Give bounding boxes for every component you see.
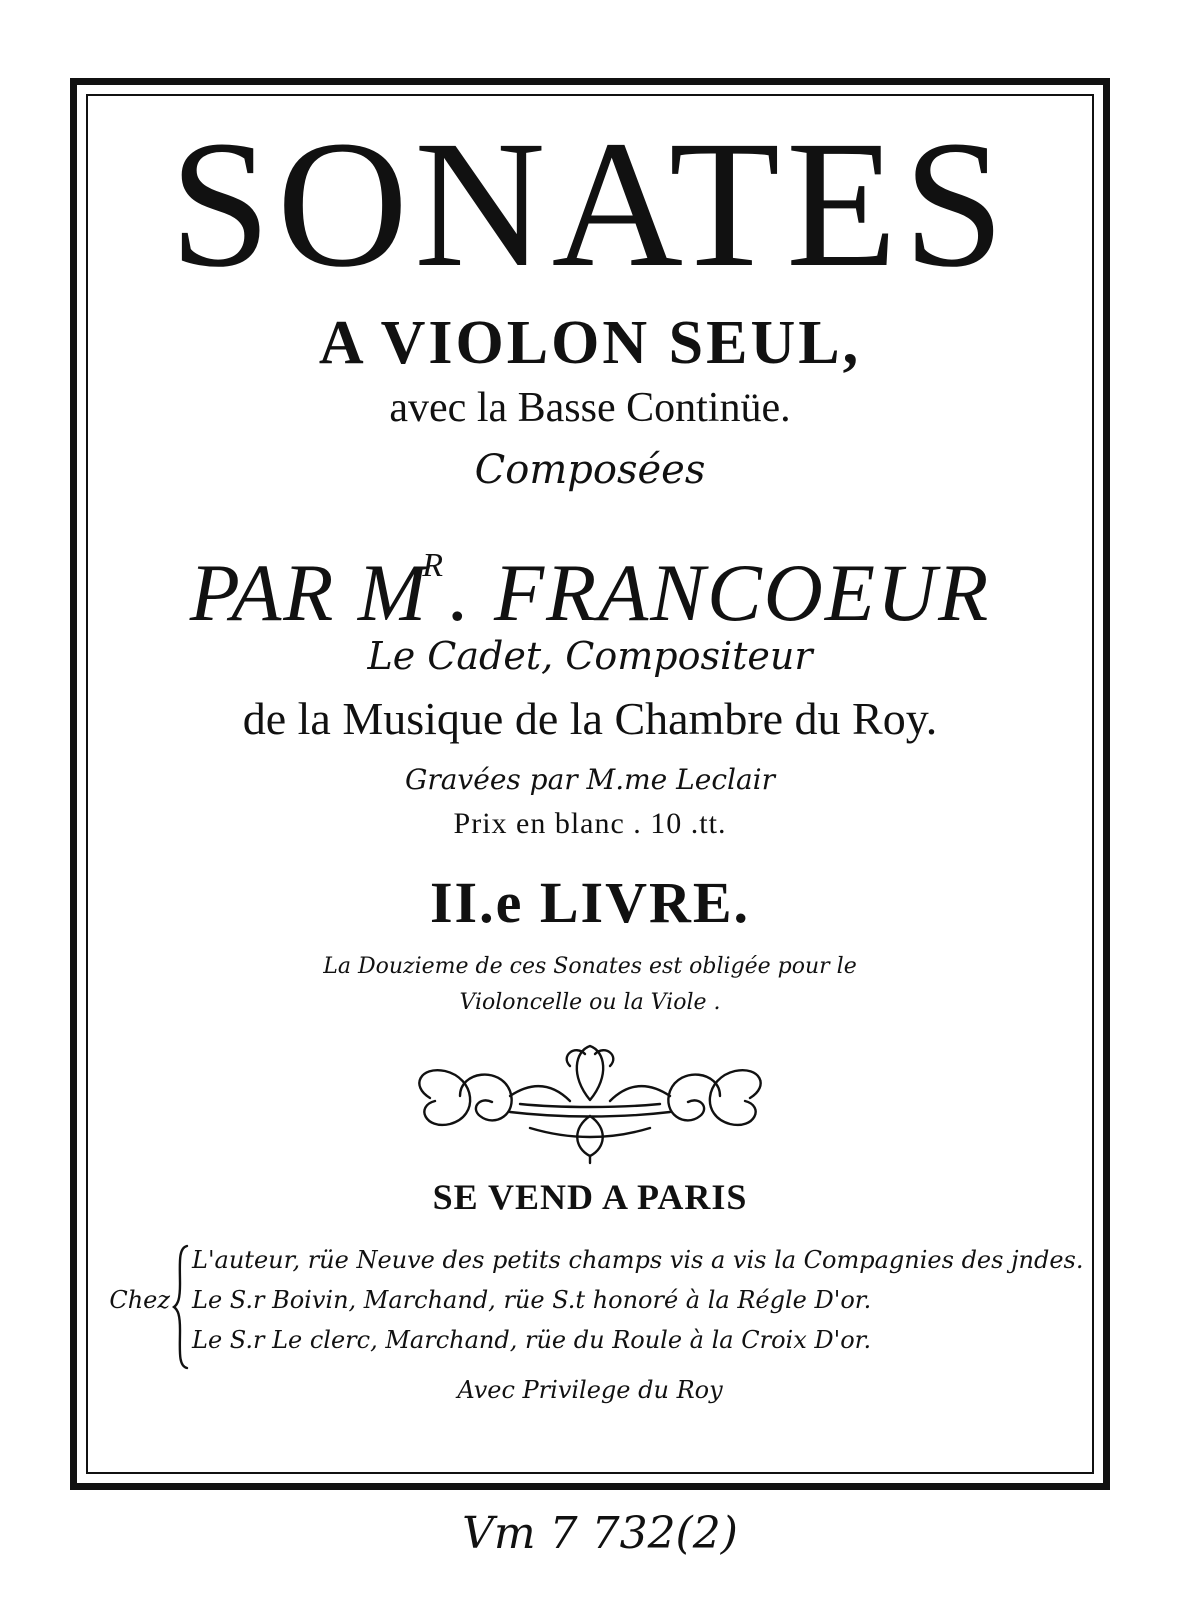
book-number: II.e LIVRE.: [429, 870, 751, 935]
chez-label: Chez: [109, 1286, 170, 1314]
cadet-line: Le Cadet, Compositeur: [367, 634, 813, 678]
basse-continue-line: avec la Basse Continüe.: [389, 385, 791, 431]
subtitle: A VIOLON SEUL,: [318, 309, 862, 377]
note-line-1: La Douzieme de ces Sonates est obligée pour le: [323, 954, 857, 979]
address-leclerc: Le S.r Le clerc, Marchand, rüe du Roule à la Croix D'or.: [192, 1326, 872, 1354]
composer-prefix: PAR M: [189, 547, 429, 638]
composer-line: [90, 520, 1090, 639]
main-title: SONATES: [169, 104, 1011, 305]
library-shelfmark: Vm 7 732(2): [462, 1508, 738, 1559]
composees-line: Composées: [474, 447, 706, 493]
engraver-line: Gravées par M.me Leclair: [404, 763, 775, 796]
chambre-line: de la Musique de la Chambre du Roy.: [242, 693, 938, 744]
curly-brace-icon: [172, 1244, 190, 1370]
privilege-line: Avec Privilege du Roy: [457, 1376, 723, 1404]
note-line-2: Violoncelle ou la Viole .: [459, 990, 721, 1015]
address-author: L'auteur, rüe Neuve des petits champs vis a vis la Compagnies des jndes.: [192, 1246, 1084, 1274]
title-page: [90, 100, 1090, 1470]
price-line: Prix en blanc . 10 .tt.: [453, 807, 727, 840]
composer-superscript: R: [422, 547, 445, 584]
composer-name: . FRANCOEUR: [449, 547, 991, 638]
sold-in-paris-line: SE VEND A PARIS: [432, 1177, 748, 1217]
flourish-ornament-icon: [400, 1036, 780, 1166]
address-boivin: Le S.r Boivin, Marchand, rüe S.t honoré à la Régle D'or.: [192, 1286, 872, 1314]
